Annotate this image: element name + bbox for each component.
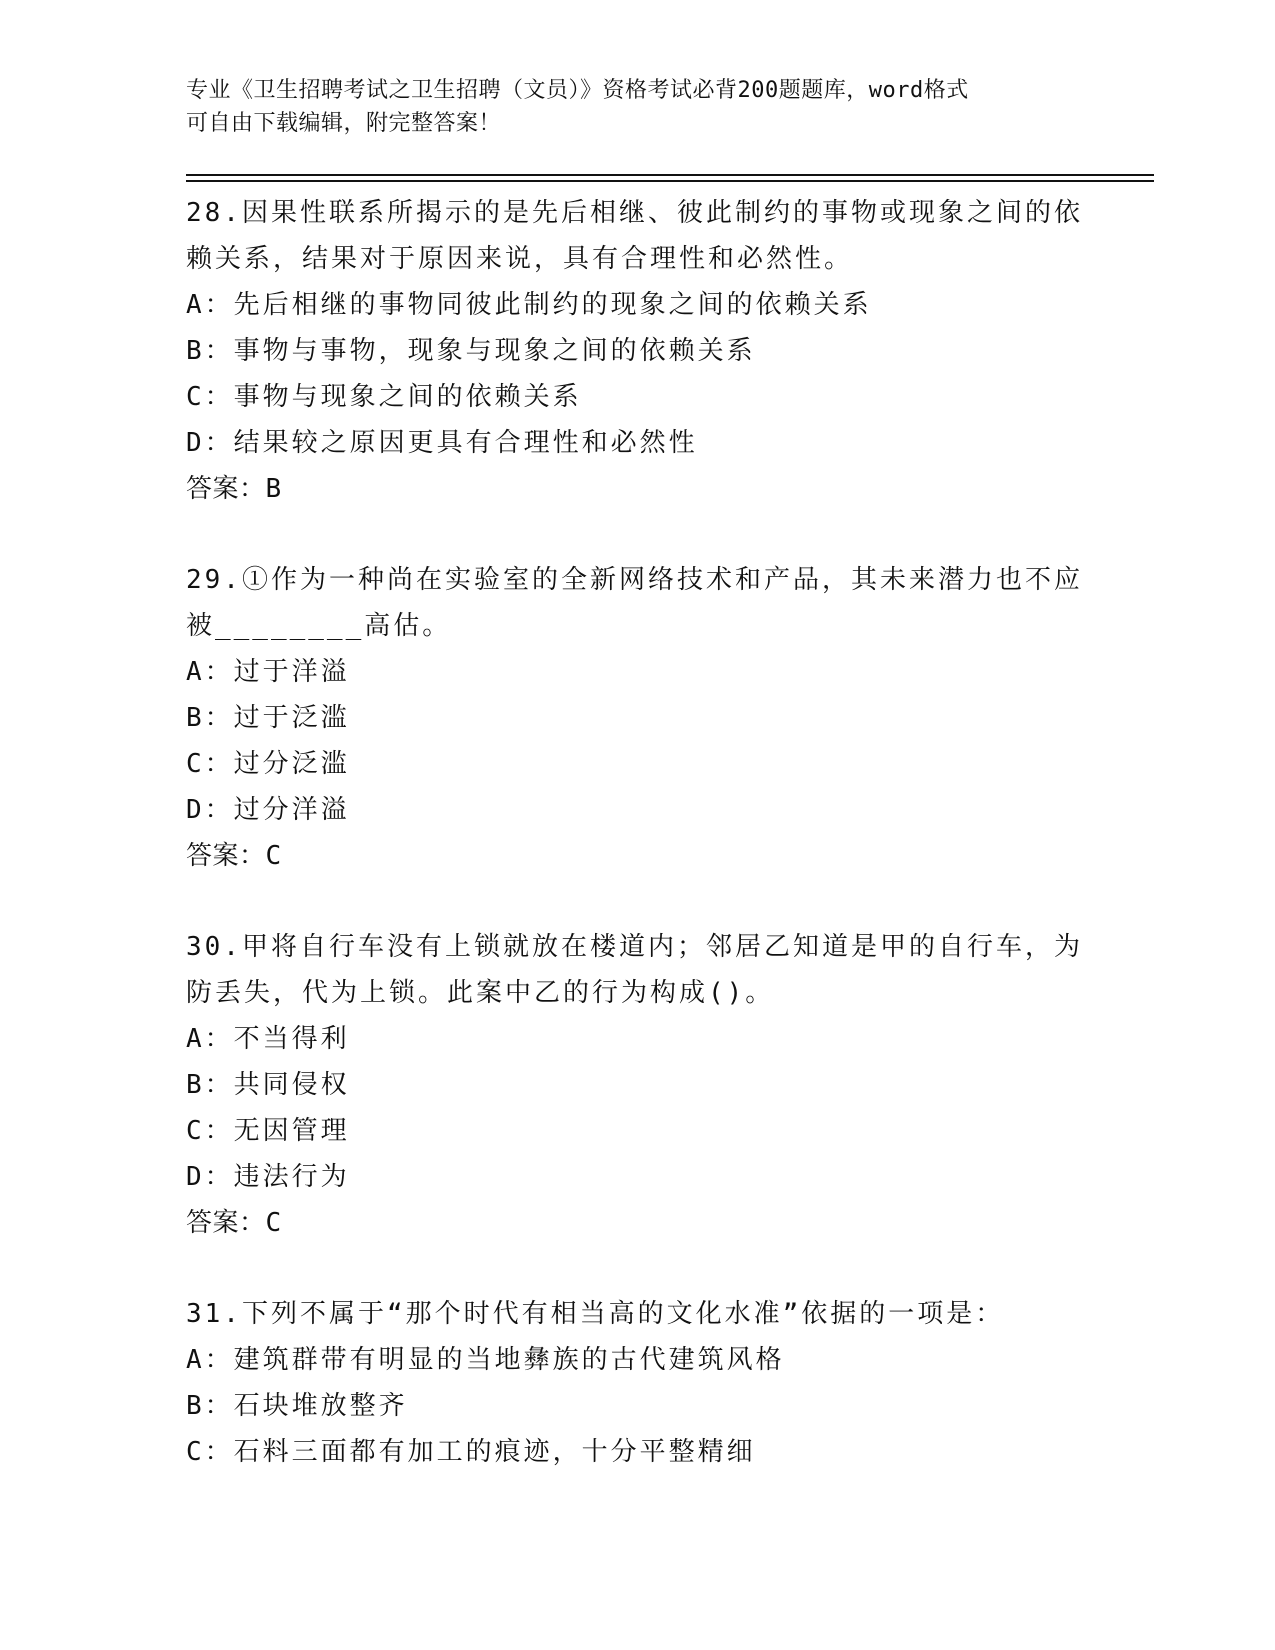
option-d: D：结果较之原因更具有合理性和必然性 xyxy=(186,428,698,458)
question-stem-line: 被________高估。 xyxy=(186,611,452,641)
header-line-1: 专业《卫生招聘考试之卫生招聘（文员）》资格考试必背200题题库，word格式 xyxy=(186,78,969,103)
option-c: C：无因管理 xyxy=(186,1116,350,1146)
header-line-2: 可自由下载编辑，附完整答案！ xyxy=(186,111,502,136)
answer-line: 答案：B xyxy=(186,474,282,504)
question-list xyxy=(186,190,1086,1520)
option-b: B：过于泛滥 xyxy=(186,703,350,733)
answer-line: 答案：C xyxy=(186,1208,282,1238)
option-b: B：事物与事物，现象与现象之间的依赖关系 xyxy=(186,336,756,366)
option-b: B：共同侵权 xyxy=(186,1070,350,1100)
question-stem-line: 31.下列不属于“那个时代有相当高的文化水准”依据的一项是： xyxy=(186,1299,1005,1329)
option-d: D：过分洋溢 xyxy=(186,795,350,825)
option-a: A：先后相继的事物同彼此制约的现象之间的依赖关系 xyxy=(186,290,872,320)
header-divider-bottom xyxy=(186,180,1154,182)
question-30 xyxy=(186,924,1086,1246)
option-c: C：事物与现象之间的依赖关系 xyxy=(186,382,582,412)
option-b: B：石块堆放整齐 xyxy=(186,1391,408,1421)
answer-line: 答案：C xyxy=(186,841,282,871)
question-stem-line: 28.因果性联系所揭示的是先后相继、彼此制约的事物或现象之间的依 xyxy=(186,198,1083,228)
option-a: A：不当得利 xyxy=(186,1024,350,1054)
document-header xyxy=(186,74,1066,140)
question-stem-line: 29.①作为一种尚在实验室的全新网络技术和产品，其未来潜力也不应 xyxy=(186,565,1083,595)
option-d: D：违法行为 xyxy=(186,1162,350,1192)
question-stem-line: 赖关系，结果对于原因来说，具有合理性和必然性。 xyxy=(186,244,854,274)
option-a: A：过于洋溢 xyxy=(186,657,350,687)
question-31 xyxy=(186,1291,1086,1475)
option-c: C：过分泛滥 xyxy=(186,749,350,779)
option-c: C：石料三面都有加工的痕迹，十分平整精细 xyxy=(186,1437,756,1467)
question-28 xyxy=(186,190,1086,512)
option-a: A：建筑群带有明显的当地彝族的古代建筑风格 xyxy=(186,1345,785,1375)
question-29 xyxy=(186,557,1086,879)
question-stem-line: 防丢失，代为上锁。此案中乙的行为构成()。 xyxy=(186,978,775,1008)
header-divider-top xyxy=(186,174,1154,176)
question-stem-line: 30.甲将自行车没有上锁就放在楼道内；邻居乙知道是甲的自行车，为 xyxy=(186,932,1083,962)
